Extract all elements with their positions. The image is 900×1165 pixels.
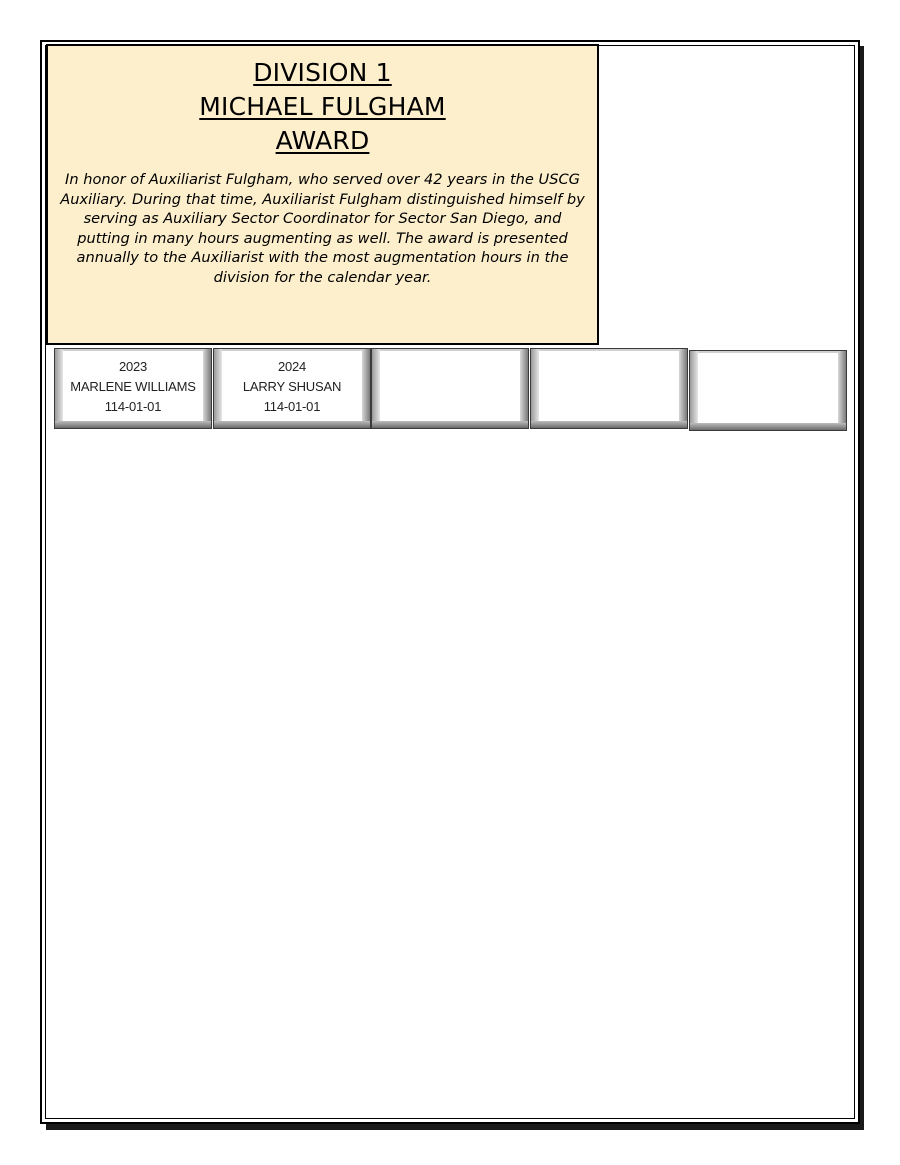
recipient-plaques-row (54, 348, 848, 432)
plaque-unit: 114-01-01 (263, 399, 321, 414)
plaque-bevel (203, 349, 211, 428)
recipient-plaque (213, 348, 371, 429)
plaque-face (380, 351, 520, 421)
plaque-bevel (520, 349, 528, 428)
award-title-name: MICHAEL FULGHAM (199, 92, 446, 121)
plaque-bevel (838, 351, 846, 430)
recipient-plaque (689, 350, 847, 431)
plaque-face (63, 351, 203, 421)
plaque-face (539, 351, 679, 421)
award-title-award: AWARD (275, 126, 370, 155)
plaque-bevel (679, 349, 687, 428)
plaque-year: 2023 (118, 359, 148, 374)
plaque-unit: 114-01-01 (104, 399, 162, 414)
award-title-division: DIVISION 1 (253, 58, 392, 87)
plaque-bevel (55, 421, 211, 428)
plaque-bevel (362, 349, 370, 428)
plaque-face (698, 353, 838, 423)
plaque-face (222, 351, 362, 421)
recipient-plaque (54, 348, 212, 429)
plaque-bevel (690, 423, 846, 430)
plaque-bevel (690, 351, 698, 430)
plaque-bevel (531, 349, 539, 428)
recipient-plaque (530, 348, 688, 429)
plaque-bevel (55, 349, 63, 428)
plaque-recipient-name: LARRY SHUSAN (242, 379, 342, 394)
plaque-bevel (214, 421, 370, 428)
award-title (48, 56, 597, 158)
plaque-bevel (372, 421, 528, 428)
plaque-bevel (214, 349, 222, 428)
plaque-bevel (372, 349, 380, 428)
plaque-bevel (531, 421, 687, 428)
recipient-plaque (371, 348, 529, 429)
plaque-year: 2024 (277, 359, 307, 374)
award-header-panel (46, 44, 599, 345)
plaque-recipient-name: MARLENE WILLIAMS (70, 379, 196, 394)
award-description: In honor of Auxiliarist Fulgham, who served over 42 years in the USCG Auxiliary. During that time, Auxiliarist Fulgham distinguished himself by serving as Auxiliary Sector Coordinator for Sector San Diego, and putting in many hours augmenting as well. The award is presented annually to the Auxiliarist with the most augmentation hours in the division for the calendar year. (60, 171, 585, 286)
